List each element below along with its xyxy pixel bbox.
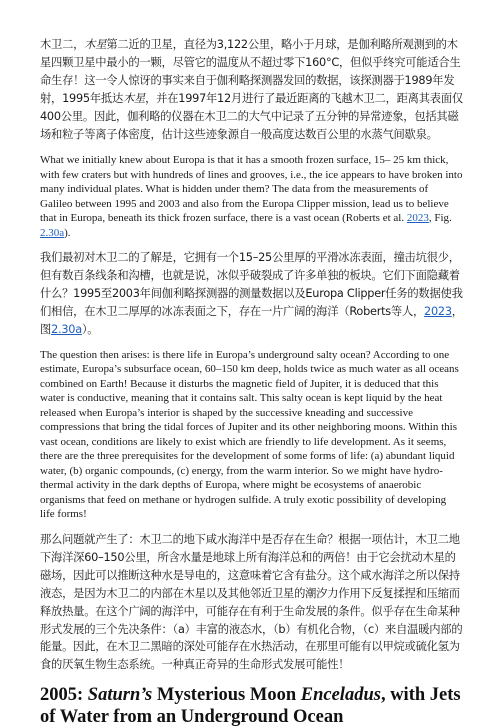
figure-link[interactable]: 2.30a xyxy=(40,226,65,239)
paragraph-europa-intro-zh xyxy=(40,36,463,143)
paragraph-text: ，并在1997年12月进行了最近距离的飞越木卫二，距离其表面仅400公里。因此，伽利略的仪器在木卫二的大气中记录了五分钟的异常迹象，包括其磁场和粒子等离子体密度，估计这些迹象源自一般高度达数百公里的水蒸气间歇泉。 xyxy=(40,91,463,141)
paragraph-text: 木卫二， xyxy=(40,38,85,51)
italic-term: 木星 xyxy=(84,38,107,51)
paragraph-text: ). xyxy=(64,226,71,239)
paragraph-europa-surface-zh xyxy=(40,249,463,339)
citation-link[interactable]: 2023 xyxy=(406,212,429,225)
section-heading-enceladus xyxy=(40,684,463,728)
paragraph-text: ）。 xyxy=(81,323,99,337)
heading-text: Mysterious Moon xyxy=(152,685,301,706)
paragraph-europa-surface-en xyxy=(40,153,463,240)
heading-italic: Enceladus xyxy=(300,685,381,706)
paragraph-text: 第二近的卫星，直径为3,122公里，略小于月球，是伽利略所观测到的木星四颗卫星中最小的一颗，尽管它的温度从不超过零下160°C，但似乎终究可能适合生命生存！这一令人惊讶的事实来自于伽利略探测器发回的数据，该探测器于1989年发射，1995年抵达 xyxy=(40,38,461,105)
figure-link[interactable]: 2.30a xyxy=(51,323,82,337)
italic-term: 木星 xyxy=(123,91,146,105)
paragraph-europa-life-en: The question then arises: is there life in Europa’s underground salty ocean? According to one estimate, Europa’s subsurface ocean, 60–150 km deep, holds twice as much water as all oceans combined on Earth! Because it disturbs the magnetic field of Jupiter, it is deduced that this water is conductive, meaning that it contains salt. This salty ocean is kept liquid by the heat released when Europa’s interior is shaped by the successive kneading and successive compressions that bring the tidal forces of Jupiter and its other neighboring moons. Within this vast ocean, conditions are likely to exist which are friendly to life development. As it seems, there are the three prerequisites for the development of some forms of life: (a) abundant liquid water, (b) organic compounds, (c) energy, from the warm interior. So we might have hydro-thermal activity in the dark depths of Europa, where might be ecosystems of anaerobic organisms that feed on methane or hydrogen sulfide. A truly exotic possibility of developing life forms! xyxy=(40,348,459,521)
paragraph-text: What we initially knew about Europa is that it has a smooth frozen surface, 15– 25 km thick, with few craters but with hundreds of lines and grooves, i.e., the ice appears to have broken into many individual plates. What is hidden under them? The data from the measurements of Galileo between 1995 and 2003 and also from the Europa Clipper mission, lead us to believe that in Europa, beneath its thick frozen surface, there is a vast ocean (Roberts et al. xyxy=(40,154,463,225)
paragraph-text: 我们最初对木卫二的了解是，它拥有一个15–25公里厚的平滑冰冻表面，撞击坑很少，但有数百条线条和沟槽，也就是说，冰似乎破裂成了许多单独的板块。它们下面隐藏着什么？1995至2003年间伽利略探测器的测量数据以及Europa Clipper任务的数据使我们相信，在木卫二厚厚的冰冻表面之下，存在一片广阔的海洋（Roberts等人， xyxy=(40,251,463,319)
heading-text: 2005: xyxy=(40,685,88,706)
paragraph-text: , Fig. xyxy=(428,212,452,225)
heading-text: , with Jets of Water from an Underground Ocean xyxy=(40,685,461,728)
heading-italic: Saturn’s xyxy=(87,685,153,706)
paragraph-europa-life-zh: 那么问题就产生了：木卫二的地下咸水海洋中是否存在生命？根据一项估计，木卫二地下海洋深60–150公里，所含水量是地球上所有海洋总和的两倍！由于它会扰动木星的磁场，因此可以推断这种水是导电的，这意味着它含有盐分。这个咸水海洋之所以保持液态，是因为木卫二的内部在木星以及其他邻近卫星的潮汐力作用下反复揉捏和压缩而释放热量。在这个广阔的海洋中，可能存在有利于生命发展的条件。似乎存在生命某种形式发展的三个先决条件：（a）丰富的液态水，（b）有机化合物，（c）来自温暖内部的能量。因此，在木卫二黑暗的深处可能存在水热活动，在那里可能有以甲烷或硫化氢为食的厌氧生物生态系统。一种真正奇异的生命形式发展可能性！ xyxy=(40,532,463,672)
citation-link[interactable]: 2023 xyxy=(424,305,452,319)
paragraph-text: ，图 xyxy=(40,305,463,337)
